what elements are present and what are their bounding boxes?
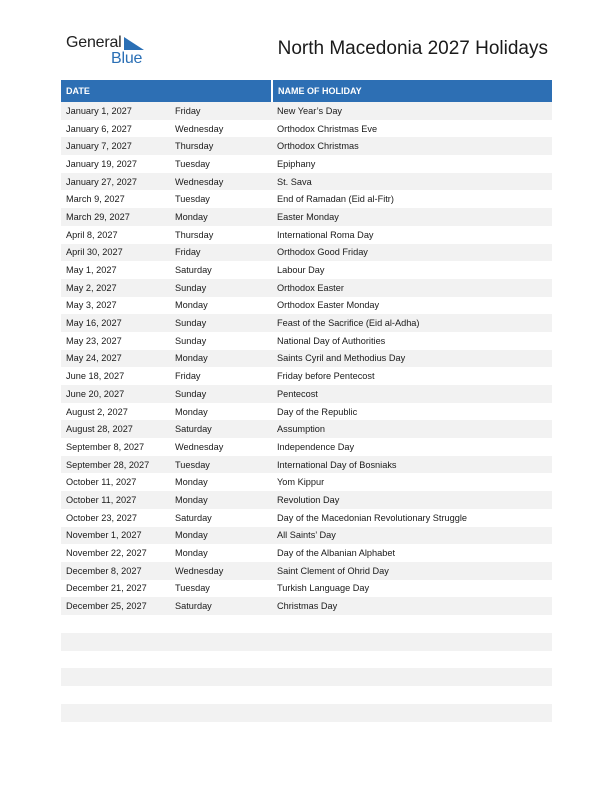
holiday-weekday: Wednesday — [175, 441, 224, 452]
holiday-name: Day of the Albanian Alphabet — [277, 548, 395, 559]
holiday-weekday: Wednesday — [175, 565, 224, 576]
holiday-name: All Saints’ Day — [277, 530, 336, 541]
holiday-name: Revolution Day — [277, 494, 340, 505]
table-row — [61, 385, 552, 403]
holiday-date: September 8, 2027 — [66, 441, 145, 452]
holiday-date: June 18, 2027 — [66, 371, 125, 382]
table-row — [61, 438, 552, 456]
table-row — [61, 208, 552, 226]
holiday-weekday: Friday — [175, 105, 201, 116]
table-body — [61, 102, 552, 615]
empty-row — [61, 668, 552, 686]
empty-row — [61, 633, 552, 651]
holiday-date: August 28, 2027 — [66, 424, 133, 435]
holiday-name: Friday before Pentecost — [277, 371, 375, 382]
holiday-weekday: Wednesday — [175, 176, 224, 187]
holiday-date: May 2, 2027 — [66, 282, 117, 293]
holiday-name: Orthodox Christmas Eve — [277, 123, 378, 134]
holiday-name: Easter Monday — [277, 211, 339, 222]
holiday-date: March 29, 2027 — [66, 211, 130, 222]
holiday-weekday: Sunday — [175, 282, 207, 293]
logo-word-blue: Blue — [111, 50, 143, 67]
holiday-weekday: Monday — [175, 548, 208, 559]
holiday-name: Day of the Macedonian Revolutionary Struggle — [277, 512, 467, 523]
holiday-date: January 1, 2027 — [66, 105, 132, 116]
holiday-name: Orthodox Easter Monday — [277, 300, 380, 311]
holiday-date: November 22, 2027 — [66, 548, 147, 559]
holiday-date: January 27, 2027 — [66, 176, 138, 187]
holiday-weekday: Monday — [175, 477, 208, 488]
holiday-name: Christmas Day — [277, 601, 338, 612]
holiday-weekday: Friday — [175, 247, 201, 258]
table-row — [61, 597, 552, 615]
table-row — [61, 491, 552, 509]
holiday-weekday: Saturday — [175, 512, 212, 523]
holiday-name: International Day of Bosniaks — [277, 459, 397, 470]
holiday-date: June 20, 2027 — [66, 388, 125, 399]
table-row — [61, 297, 552, 315]
table-row — [61, 155, 552, 173]
holiday-date: April 8, 2027 — [66, 229, 118, 240]
table-row — [61, 244, 552, 262]
table-row — [61, 350, 552, 368]
holiday-weekday: Monday — [175, 406, 208, 417]
holiday-name: New Year’s Day — [277, 105, 343, 116]
holiday-date: October 23, 2027 — [66, 512, 137, 523]
holiday-weekday: Saturday — [175, 265, 212, 276]
holiday-date: May 3, 2027 — [66, 300, 117, 311]
holiday-name: Saints Cyril and Methodius Day — [277, 353, 406, 364]
holiday-name: Yom Kippur — [277, 477, 325, 488]
table-row — [61, 403, 552, 421]
holiday-name: Orthodox Good Friday — [277, 247, 368, 258]
table-row — [61, 473, 552, 491]
table-row — [61, 527, 552, 545]
logo-word-general: General — [66, 34, 122, 51]
holiday-weekday: Sunday — [175, 335, 207, 346]
holiday-name: Epiphany — [277, 158, 316, 169]
table-row — [61, 173, 552, 191]
column-header-date: DATE — [66, 86, 90, 96]
table-row — [61, 456, 552, 474]
table-row — [61, 261, 552, 279]
holiday-date: May 1, 2027 — [66, 265, 117, 276]
table-row — [61, 367, 552, 385]
holiday-date: September 28, 2027 — [66, 459, 150, 470]
holiday-weekday: Saturday — [175, 424, 212, 435]
holiday-name: Turkish Language Day — [277, 583, 370, 594]
holiday-date: January 7, 2027 — [66, 141, 132, 152]
holiday-date: January 19, 2027 — [66, 158, 138, 169]
holiday-name: Orthodox Christmas — [277, 141, 359, 152]
table-row — [61, 102, 552, 120]
holiday-date: April 30, 2027 — [66, 247, 123, 258]
holiday-name: Orthodox Easter — [277, 282, 344, 293]
logo-triangle-icon — [122, 37, 146, 51]
column-header-holiday-name: NAME OF HOLIDAY — [278, 86, 362, 96]
holiday-weekday: Tuesday — [175, 158, 210, 169]
holiday-name: Saint Clement of Ohrid Day — [277, 565, 389, 576]
holiday-date: November 1, 2027 — [66, 530, 142, 541]
generalblue-logo — [66, 34, 156, 68]
holiday-weekday: Tuesday — [175, 194, 210, 205]
holiday-name: St. Sava — [277, 176, 312, 187]
holiday-weekday: Monday — [175, 494, 208, 505]
holiday-weekday: Tuesday — [175, 583, 210, 594]
holiday-date: May 24, 2027 — [66, 353, 122, 364]
holiday-name: International Roma Day — [277, 229, 374, 240]
holiday-weekday: Wednesday — [175, 123, 224, 134]
holiday-date: December 8, 2027 — [66, 565, 142, 576]
holiday-weekday: Sunday — [175, 388, 207, 399]
holiday-name: Labour Day — [277, 265, 325, 276]
holiday-date: October 11, 2027 — [66, 494, 137, 505]
holiday-weekday: Saturday — [175, 601, 212, 612]
holiday-date: May 23, 2027 — [66, 335, 122, 346]
holiday-weekday: Monday — [175, 353, 208, 364]
holiday-weekday: Monday — [175, 211, 208, 222]
holiday-weekday: Tuesday — [175, 459, 210, 470]
holiday-name: Pentecost — [277, 388, 318, 399]
table-row — [61, 562, 552, 580]
holiday-weekday: Monday — [175, 300, 208, 311]
page-title: North Macedonia 2027 Holidays — [277, 38, 548, 59]
holiday-name: Feast of the Sacrifice (Eid al-Adha) — [277, 318, 420, 329]
holiday-weekday: Thursday — [175, 141, 214, 152]
holiday-date: January 6, 2027 — [66, 123, 132, 134]
holiday-weekday: Monday — [175, 530, 208, 541]
holiday-table — [61, 80, 552, 615]
holiday-weekday: Friday — [175, 371, 201, 382]
holiday-name: Independence Day — [277, 441, 355, 452]
table-row — [61, 314, 552, 332]
holiday-date: December 21, 2027 — [66, 583, 147, 594]
table-row — [61, 226, 552, 244]
table-row — [61, 137, 552, 155]
holiday-name: End of Ramadan (Eid al-Fitr) — [277, 194, 394, 205]
holiday-name: National Day of Authorities — [277, 335, 386, 346]
table-row — [61, 279, 552, 297]
holiday-name: Day of the Republic — [277, 406, 358, 417]
holiday-date: August 2, 2027 — [66, 406, 128, 417]
holiday-date: May 16, 2027 — [66, 318, 122, 329]
holiday-date: October 11, 2027 — [66, 477, 137, 488]
table-row — [61, 120, 552, 138]
table-row — [61, 580, 552, 598]
holiday-weekday: Sunday — [175, 318, 207, 329]
table-row — [61, 509, 552, 527]
holiday-date: March 9, 2027 — [66, 194, 125, 205]
table-row — [61, 332, 552, 350]
holiday-date: December 25, 2027 — [66, 601, 147, 612]
empty-row — [61, 704, 552, 722]
holiday-name: Assumption — [277, 424, 326, 435]
table-header — [61, 80, 552, 102]
table-row — [61, 190, 552, 208]
table-row — [61, 544, 552, 562]
table-row — [61, 420, 552, 438]
holiday-weekday: Thursday — [175, 229, 214, 240]
